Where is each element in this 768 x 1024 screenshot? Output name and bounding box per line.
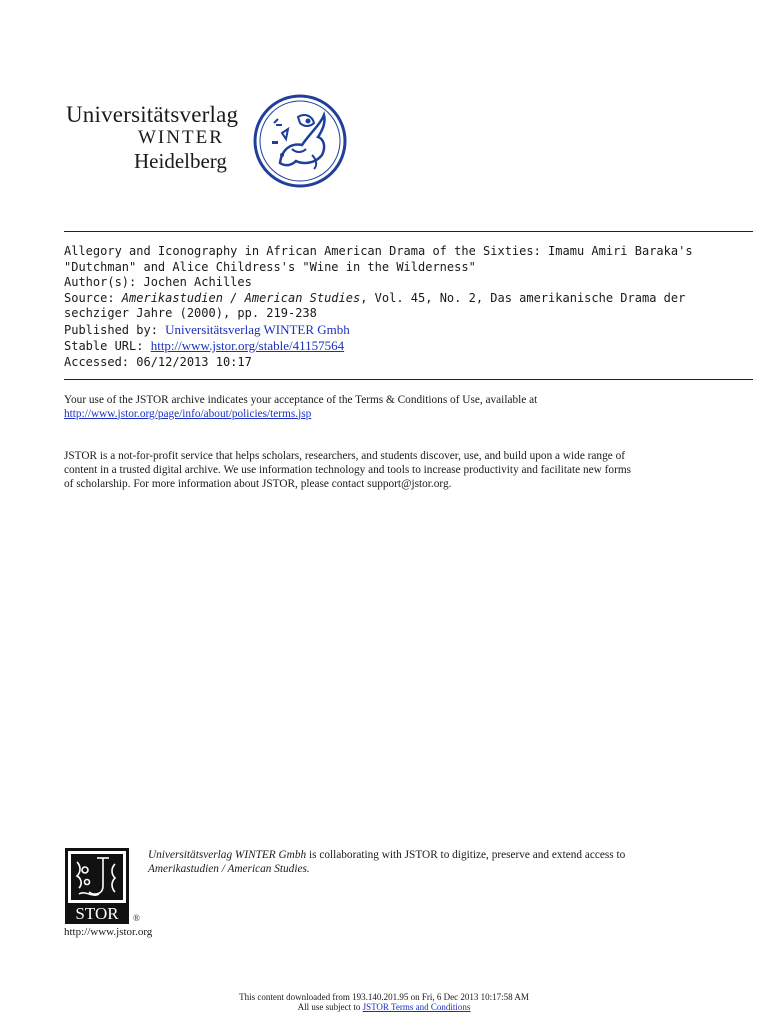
publisher-value[interactable]: Universitätsverlag WINTER Gmbh (165, 321, 350, 337)
terms-notice (64, 394, 754, 421)
about-line3: of scholarship. For more information about JSTOR, please contact support@jstor.org. (64, 478, 452, 491)
publisher-name-line1: Universitätsverlag (66, 102, 239, 127)
article-source-line2: sechziger Jahre (2000), pp. 219-238 (64, 306, 317, 320)
collaboration-notice (148, 849, 748, 876)
article-title-line1: Allegory and Iconography in African American Drama of the Sixties: Imamu Amiri Baraka's (64, 244, 693, 258)
top-rule (64, 231, 753, 232)
jstor-logo-text: STOR (75, 904, 119, 923)
terms-link[interactable]: http://www.jstor.org/page/info/about/policies/terms.jsp (64, 407, 312, 420)
about-line1: JSTOR is a not-for-profit service that helps scholars, researchers, and students discover, use, and build upon a wide range of (64, 450, 625, 462)
footer-line1: This content downloaded from 193.140.201.95 on Fri, 6 Dec 2013 10:17:58 AM (239, 992, 529, 1002)
jstor-url[interactable]: http://www.jstor.org (64, 926, 153, 938)
heraldic-lion-seal-icon (252, 93, 348, 189)
article-title-line2: "Dutchman" and Alice Childress's "Wine in the Wilderness" (64, 259, 476, 274)
publisher-name-line2: WINTER (138, 127, 224, 148)
stable-url-link[interactable]: http://www.jstor.org/stable/41157564 (150, 338, 345, 353)
middle-rule (64, 379, 753, 380)
source-journal: Amerikastudien / American Studies (121, 290, 361, 305)
article-source: Source: Amerikastudien / American Studies, Vol. 45, No. 2, Das amerikanische Drama der (64, 290, 686, 305)
footer-line2: All use subject to JSTOR Terms and Conditions (297, 1002, 471, 1012)
stable-url: Stable URL: http://www.jstor.org/stable/41157564 (64, 338, 345, 353)
cover-info (64, 244, 754, 370)
accessed-date: Accessed: 06/12/2013 10:17 (64, 354, 252, 369)
article-authors: Author(s): Jochen Achilles (64, 275, 252, 289)
collab-journal: Amerikastudien / American Studies. (148, 862, 310, 875)
terms-text: Your use of the JSTOR archive indicates your acceptance of the Terms & Conditions of Use, available at (64, 394, 538, 406)
jstor-logo-icon (65, 848, 129, 924)
about-jstor (64, 449, 754, 492)
collab-publisher: Universitätsverlag WINTER Gmbh (148, 849, 307, 861)
download-footer (0, 992, 768, 1012)
about-line2: content in a trusted digital archive. We use information technology and tools to increase productivity and facilitate new forms (64, 464, 632, 477)
published-by: Published by: Universitätsverlag WINTER Gmbh (64, 321, 350, 337)
publisher-name-line3: Heidelberg (134, 149, 227, 173)
collab-text: is collaborating with JSTOR to digitize, preserve and extend access to (306, 849, 626, 861)
registered-mark: ® (133, 913, 140, 923)
jstor-terms-link[interactable]: JSTOR Terms and Conditions (362, 1002, 471, 1012)
